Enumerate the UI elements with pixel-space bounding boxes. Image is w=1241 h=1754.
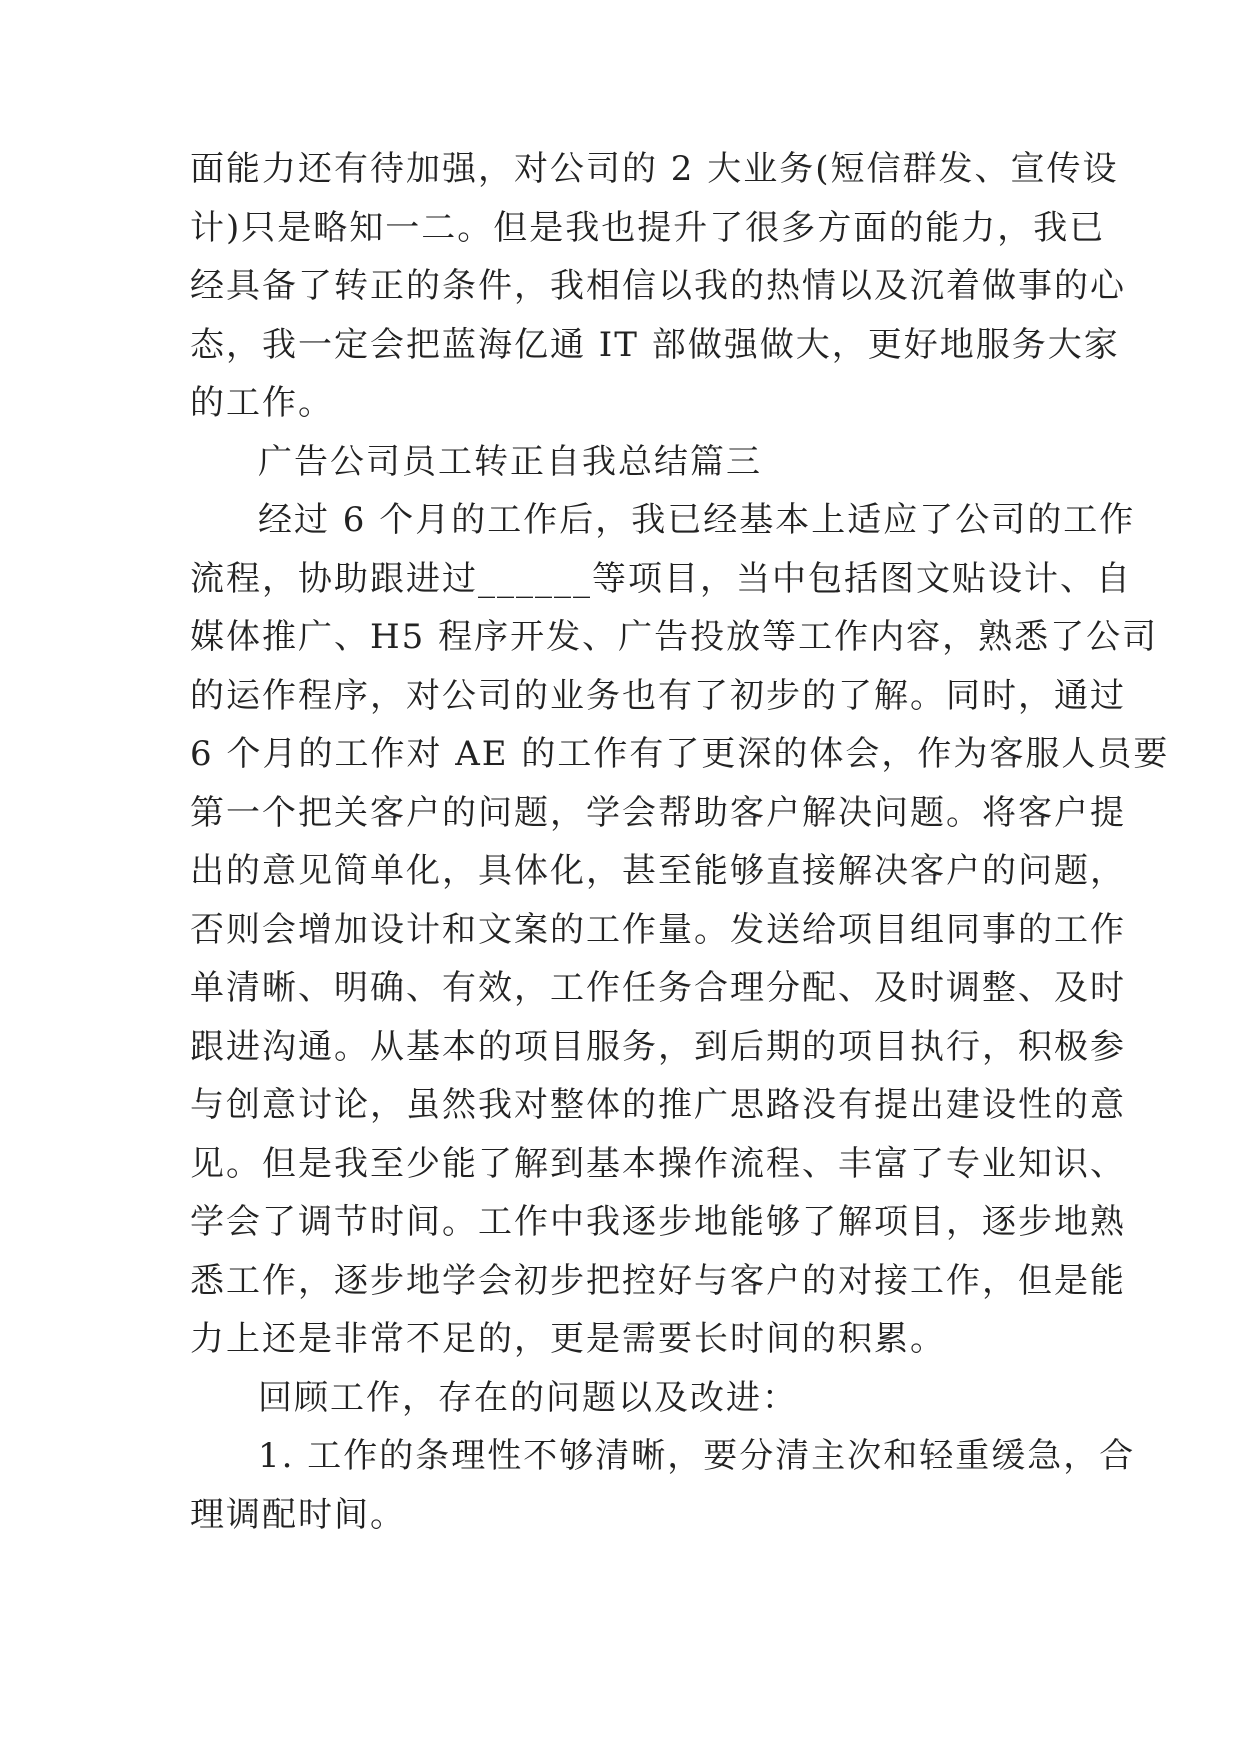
text-line: 悉工作，逐步地学会初步把控好与客户的对接工作，但是能 <box>190 1260 1126 1301</box>
text-line: 出的意见简单化，具体化，甚至能够直接解决客户的问题， <box>190 851 1126 891</box>
text-line: 的工作。 <box>190 383 334 423</box>
text-line: 见。但是我至少能了解到基本操作流程、丰富了专业知识、 <box>190 1143 1126 1184</box>
text-line: 否则会增加设计和文案的工作量。发送给项目组同事的工作 <box>190 909 1126 950</box>
text-line: 回顾工作，存在的问题以及改进： <box>258 1377 798 1418</box>
text-line: 跟进沟通。从基本的项目服务，到后期的项目执行，积极参 <box>190 1026 1126 1067</box>
text-line: 态，我一定会把蓝海亿通 IT 部做强做大，更好地服务大家 <box>190 324 1120 365</box>
text-line: 理调配时间。 <box>190 1494 406 1535</box>
text-line: 第一个把关客户的问题，学会帮助客户解决问题。将客户提 <box>190 792 1126 833</box>
text-line: 计)只是略知一二。但是我也提升了很多方面的能力，我已 <box>190 207 1106 248</box>
list-item: 1. 工作的条理性不够清晰，要分清主次和轻重缓急，合 <box>258 1436 1136 1476</box>
document-page <box>190 140 1170 1544</box>
text-line: 力上还是非常不足的，更是需要长时间的积累。 <box>190 1319 946 1359</box>
text-line: 学会了调节时间。工作中我逐步地能够了解项目，逐步地熟 <box>190 1202 1126 1242</box>
text-line: 经过 6 个月的工作后，我已经基本上适应了公司的工作 <box>258 500 1136 540</box>
section-heading: 广告公司员工转正自我总结篇三 <box>258 441 762 482</box>
text-line: 经具备了转正的条件，我相信以我的热情以及沉着做事的心 <box>190 266 1126 306</box>
text-line: 的运作程序，对公司的业务也有了初步的了解。同时，通过 <box>190 675 1126 716</box>
text-line: 与创意讨论，虽然我对整体的推广思路没有提出建设性的意 <box>190 1085 1126 1125</box>
text-line: 面能力还有待加强，对公司的 2 大业务(短信群发、宣传设 <box>190 149 1119 189</box>
text-line: 媒体推广、H5 程序开发、广告投放等工作内容，熟悉了公司 <box>190 617 1159 657</box>
text-line: 单清晰、明确、有效，工作任务合理分配、及时调整、及时 <box>190 968 1126 1008</box>
text-line: 流程，协助跟进过______等项目，当中包括图文贴设计、自 <box>190 558 1132 599</box>
text-line: 6 个月的工作对 AE 的工作有了更深的体会，作为客服人员要 <box>190 734 1170 774</box>
